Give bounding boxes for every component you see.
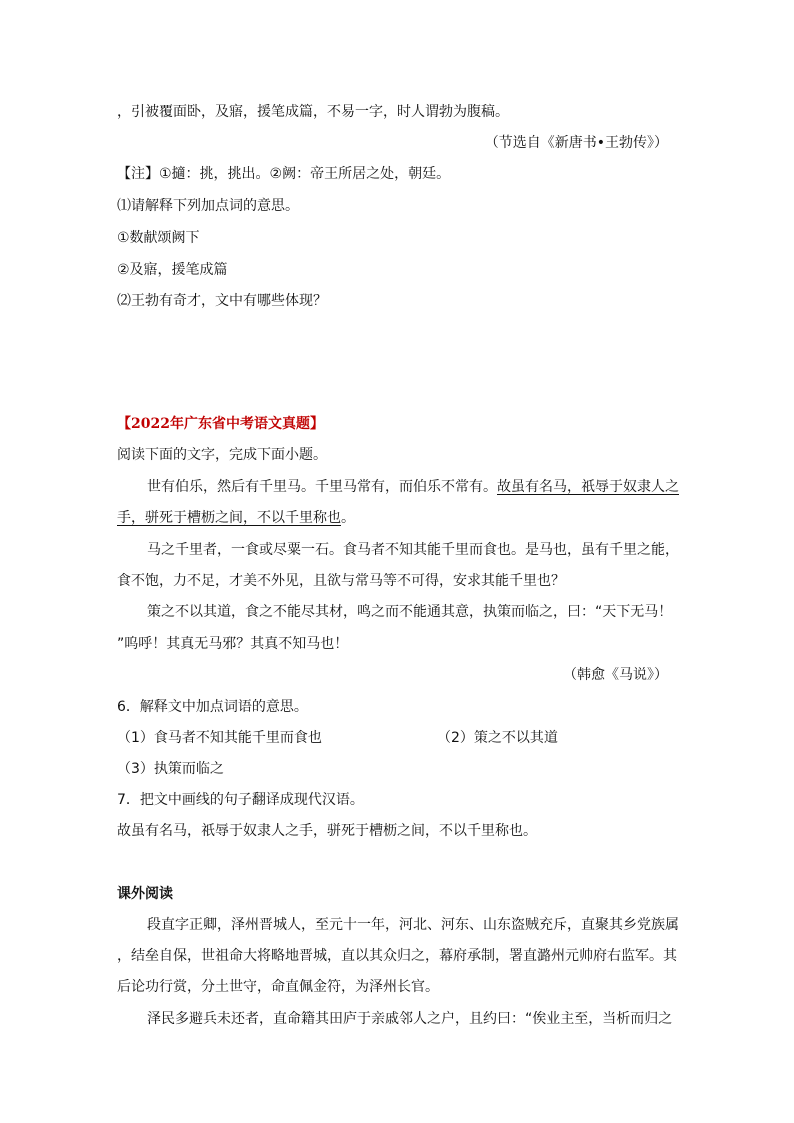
paragraph-line: 策之不以其道，食之不能尽其材，鸣之而不能通其意，执策而临之，曰：“天下无马！ [147, 604, 673, 620]
question-6-3: （3）执策而临之 [117, 761, 224, 777]
paragraph-line: 食不饱，力不足，才美不外见，且欲与常马等不可得，安求其能千里也？ [117, 573, 565, 589]
paragraph-line [117, 508, 355, 528]
text-plain: 世有伯乐，然后有千里马。千里马常有，而伯乐不常有。 [147, 479, 497, 495]
question-1: ⑴请解释下列加点词的意思。 [117, 198, 299, 214]
paragraph-line: ，结垒自保，世祖命大将略地晋城，直以其众归之，幕府承制，署直潞州元帅府右监军。其 [117, 948, 677, 964]
question-7-text: 故虽有名马，祇辱于奴隶人之手，骈死于槽枥之间，不以千里称也。 [117, 823, 537, 839]
text-plain: 。 [341, 510, 355, 526]
section-heading: 课外阅读 [117, 886, 173, 902]
question-7: 7．把文中画线的句子翻译成现代汉语。 [117, 792, 364, 808]
question-1a: ①数献颂阙下 [117, 230, 200, 246]
underlined-sentence: 手，骈死于槽枥之间，不以千里称也 [117, 510, 341, 526]
annotation-note: 【注】①擿：挑，挑出。②阙：帝王所居之处，朝廷。 [117, 166, 451, 182]
question-6-1: （1）食马者不知其能千里而食也 [117, 730, 322, 746]
question-1b: ②及寤，援笔成篇 [117, 262, 228, 278]
instruction: 阅读下面的文字，完成下面小题。 [117, 447, 327, 463]
passage-line: ，引被覆面卧，及寤，援笔成篇，不易一字，时人谓勃为腹稿。 [117, 104, 509, 120]
question-6-2: （2）策之不以其道 [437, 730, 558, 746]
source-citation: （节选自《新唐书•王勃传》） [484, 135, 668, 151]
paragraph-line: 后论功行赏，分土世守，命直佩金符，为泽州长官。 [117, 979, 439, 995]
paragraph-line [147, 477, 679, 497]
underlined-sentence: 故虽有名马，祇辱于奴隶人之 [497, 479, 679, 495]
paragraph-line: 马之千里者，一食或尽粟一石。食马者不知其能千里而食也。是马也，虽有千里之能， [147, 542, 679, 558]
source-citation: （韩愈《马说》） [563, 667, 668, 683]
paragraph-line: 段直字正卿，泽州晋城人，至元十一年，河北、河东、山东盗贼充斥，直聚其乡党族属 [147, 917, 679, 933]
question-6: 6．解释文中加点词语的意思。 [117, 699, 308, 715]
question-2: ⑵王勃有奇才，文中有哪些体现？ [117, 293, 327, 309]
section-heading: 【2022年广东省中考语文真题】 [117, 416, 324, 432]
paragraph-line: 泽民多避兵未还者，直命籍其田庐于亲戚邻人之户，且约曰：“俟业主至，当析而归之 [147, 1011, 673, 1027]
paragraph-line: ”呜呼！其真无马邪？其真不知马也！ [117, 636, 349, 652]
